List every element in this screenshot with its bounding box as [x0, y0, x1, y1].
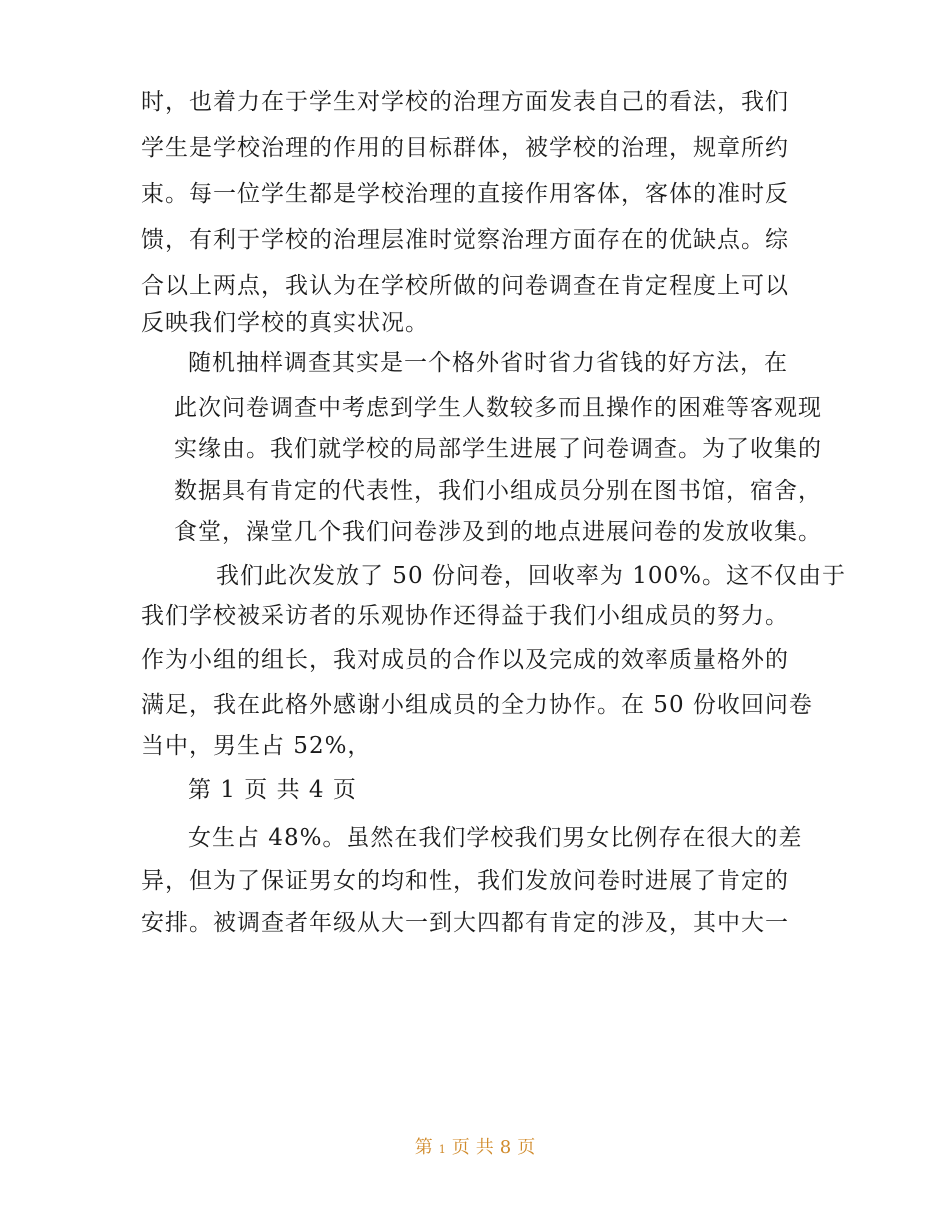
text-line: 食堂，澡堂几个我们问卷涉及到的地点进展问卷的发放收集。 [174, 519, 822, 545]
footer-total-pages: 8 [499, 1137, 512, 1158]
text-line: 随机抽样调查其实是一个格外省时省力省钱的好方法，在 [188, 350, 788, 376]
text-line: 实缘由。我们就学校的局部学生进展了问卷调查。为了收集的 [174, 436, 822, 462]
text-line: 束。每一位学生都是学校治理的直接作用客体，客体的准时反 [141, 181, 789, 207]
text-line: 作为小组的组长，我对成员的合作以及完成的效率质量格外的 [141, 647, 789, 673]
text-line: 我们此次发放了 50 份问卷，回收率为 100%。这不仅由于 [216, 563, 846, 589]
footer-label-di: 第 [414, 1137, 433, 1158]
text-line: 我们学校被采访者的乐观协作还得益于我们小组成员的努力。 [141, 603, 789, 629]
page-footer [0, 1136, 950, 1162]
text-line: 女生占 48%。虽然在我们学校我们男女比例存在很大的差 [188, 825, 803, 851]
text-line: 学生是学校治理的作用的目标群体，被学校的治理，规章所约 [141, 135, 789, 161]
text-line: 异，但为了保证男女的均和性，我们发放问卷时进展了肯定的 [141, 868, 789, 894]
text-line: 反映我们学校的真实状况。 [141, 310, 429, 336]
text-line: 满足，我在此格外感谢小组成员的全力协作。在 50 份收回问卷 [141, 692, 813, 718]
footer-page-number: 1 [438, 1143, 446, 1156]
text-line: 馈，有利于学校的治理层准时觉察治理方面存在的优缺点。综 [141, 227, 789, 253]
footer-label-ye: 页 [451, 1137, 470, 1158]
text-line: 合以上两点，我认为在学校所做的问卷调查在肯定程度上可以 [141, 273, 789, 299]
text-line: 此次问卷调查中考虑到学生人数较多而且操作的困难等客观现 [174, 395, 822, 421]
inline-page-marker: 第 1 页 共 4 页 [188, 777, 357, 803]
text-line: 时，也着力在于学生对学校的治理方面发表自己的看法，我们 [141, 89, 789, 115]
footer-label-ye2: 页 [517, 1137, 536, 1158]
footer-label-gong: 共 [475, 1137, 494, 1158]
text-line: 安排。被调查者年级从大一到大四都有肯定的涉及，其中大一 [141, 910, 789, 936]
text-line: 当中，男生占 52%， [141, 733, 372, 759]
text-line: 数据具有肯定的代表性，我们小组成员分别在图书馆，宿舍， [174, 478, 822, 504]
